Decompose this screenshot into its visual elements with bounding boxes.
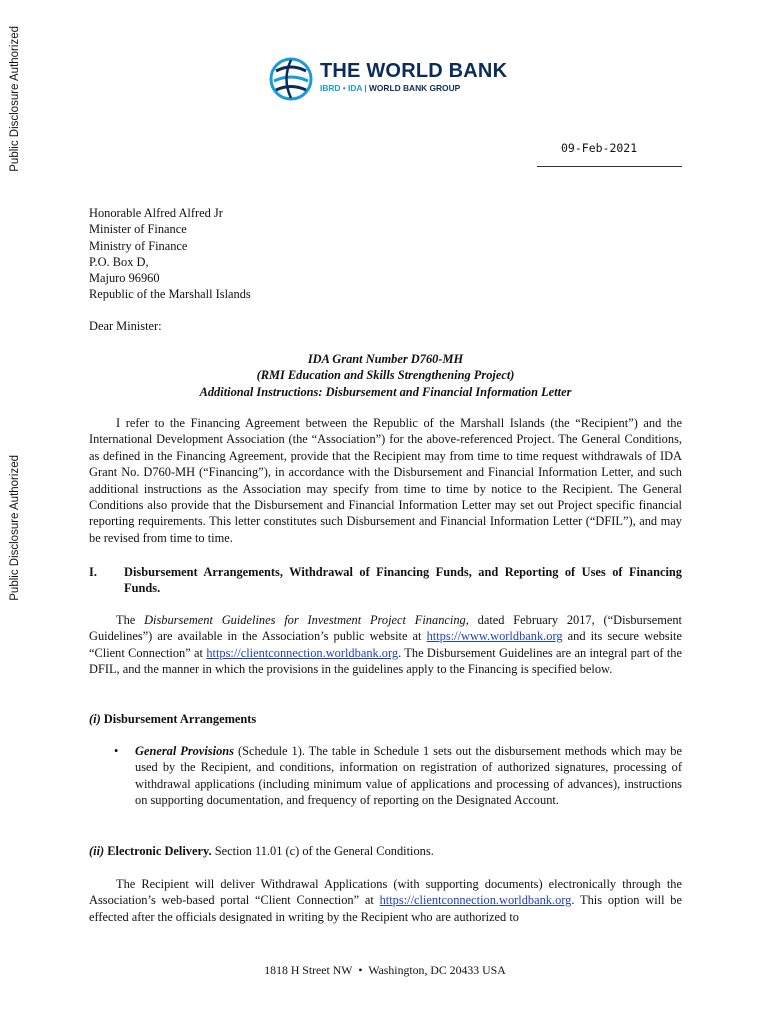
address-line: P.O. Box D,: [89, 254, 149, 269]
intro-paragraph: I refer to the Financing Agreement between the Republic of the Marshall Islands (the “Recipient”) and the International Development Association (the “Association”) for the above-referenced Project. The General Conditions, as defined in the Financing Agreement, provide that the Recipient may from time to time request withdrawals of IDA Grant No. D760-MH (“Financing”), in accordance with the Disbursement and Financial Information Letter, and such additional instructions as the Association may specify from time to time by notice to the Recipient. The General Conditions also provide that the Disbursement and Financial Information Letter may set out Project specific financial reporting requirements. This letter constitutes such Disbursement and Financial Information Letter (“DFIL”), and may be revised from time to time.: [89, 416, 682, 545]
footer-dot: •: [358, 963, 363, 977]
disclosure-stamp-middle: Public Disclosure Authorized: [9, 455, 21, 601]
worldbank-link[interactable]: https://www.worldbank.org: [426, 629, 563, 644]
logo-separator: |: [364, 83, 367, 93]
footer-street: 1818 H Street NW: [264, 963, 353, 977]
text-run: . The Disbursement Guidelines are an integral part of the DFIL, and the manner in which the provisions in the guidelines apply to the Financing is specified below.: [89, 645, 682, 677]
bullet-general-provisions: [89, 743, 682, 809]
date-underline: [537, 166, 682, 167]
guidelines-paragraph: [89, 612, 682, 678]
subheading-disbursement-arrangements: [89, 711, 256, 727]
subject-line: Additional Instructions: Disbursement and Financial Information Letter: [199, 384, 572, 399]
address-line: Republic of the Marshall Islands: [89, 287, 251, 302]
section-number: I.: [89, 565, 97, 579]
client-connection-link[interactable]: https://clientconnection.worldbank.org: [206, 645, 399, 660]
logo-title: THE WORLD BANK: [320, 60, 508, 82]
subject-line: IDA Grant Number D760-MH: [307, 352, 464, 366]
bullet-icon: •: [114, 744, 119, 758]
text-run: (Schedule 1). The table in Schedule 1 sets out the disbursement methods which may be used by the Recipient, and conditions, information on registration of authorized signatures, processing of withdrawal applications (including minimum value of applications and processing of advances), instructions on supporting documentation, and frequency of reporting on the Designated Account.: [135, 744, 682, 808]
disclosure-stamp-top: Public Disclosure Authorized: [9, 26, 21, 172]
address-line: Honorable Alfred Alfred Jr: [89, 206, 223, 220]
letter-date: 09-Feb-2021: [561, 141, 638, 155]
globe-icon: [268, 57, 314, 101]
recipient-paragraph: [89, 876, 682, 925]
subheading-text: Disbursement Arrangements: [100, 712, 257, 726]
subject-line: (RMI Education and Skills Strengthening Project): [256, 368, 515, 383]
subheading-text: Section 11.01 (c) of the General Conditions.: [211, 844, 434, 858]
client-connection-link[interactable]: https://clientconnection.worldbank.org: [379, 893, 572, 908]
text-run: . This option will be effected after the officials designated in writing by the Recipient who are authorized to: [89, 893, 682, 924]
bullet-text: [135, 743, 682, 809]
section-title: Disbursement Arrangements, Withdrawal of Financing Funds, and Reporting of Uses of Financing Funds.: [124, 565, 682, 596]
text-run: and its secure website “Client Connection” at: [89, 629, 682, 660]
footer-city: Washington, DC 20433 USA: [368, 963, 506, 977]
document-title: Disbursement Guidelines for Investment Project Financing,: [144, 613, 469, 627]
text-run: The: [116, 613, 145, 627]
page-footer: [0, 963, 770, 978]
address-line: Ministry of Finance: [89, 238, 188, 253]
logo-group: WORLD BANK GROUP: [369, 83, 461, 93]
address-line: Minister of Finance: [89, 222, 187, 237]
bullet-term: General Provisions: [135, 744, 234, 758]
salutation: Dear Minister:: [89, 319, 162, 333]
subheading-numeral: (ii): [89, 844, 105, 858]
subheading-numeral: (i): [89, 712, 101, 726]
subheading-bold-text: Electronic Delivery.: [104, 844, 212, 858]
logo-subtitle: [320, 82, 507, 94]
text-run: dated February 2017, (“Disbursement Guidelines”) are available in the Association’s public website at: [89, 613, 682, 644]
address-line: Majuro 96960: [89, 271, 160, 286]
world-bank-logo: [268, 57, 508, 101]
recipient-address: [89, 205, 251, 303]
text-run: The Recipient will deliver Withdrawal Applications (with supporting documents) electronically through the Association’s web-based portal “Client Connection” at: [89, 877, 682, 908]
subject-block: [89, 351, 682, 400]
logo-ibrd-ida: IBRD • IDA: [320, 83, 363, 93]
section-heading: [89, 564, 682, 597]
subheading-electronic-delivery: [89, 843, 434, 859]
